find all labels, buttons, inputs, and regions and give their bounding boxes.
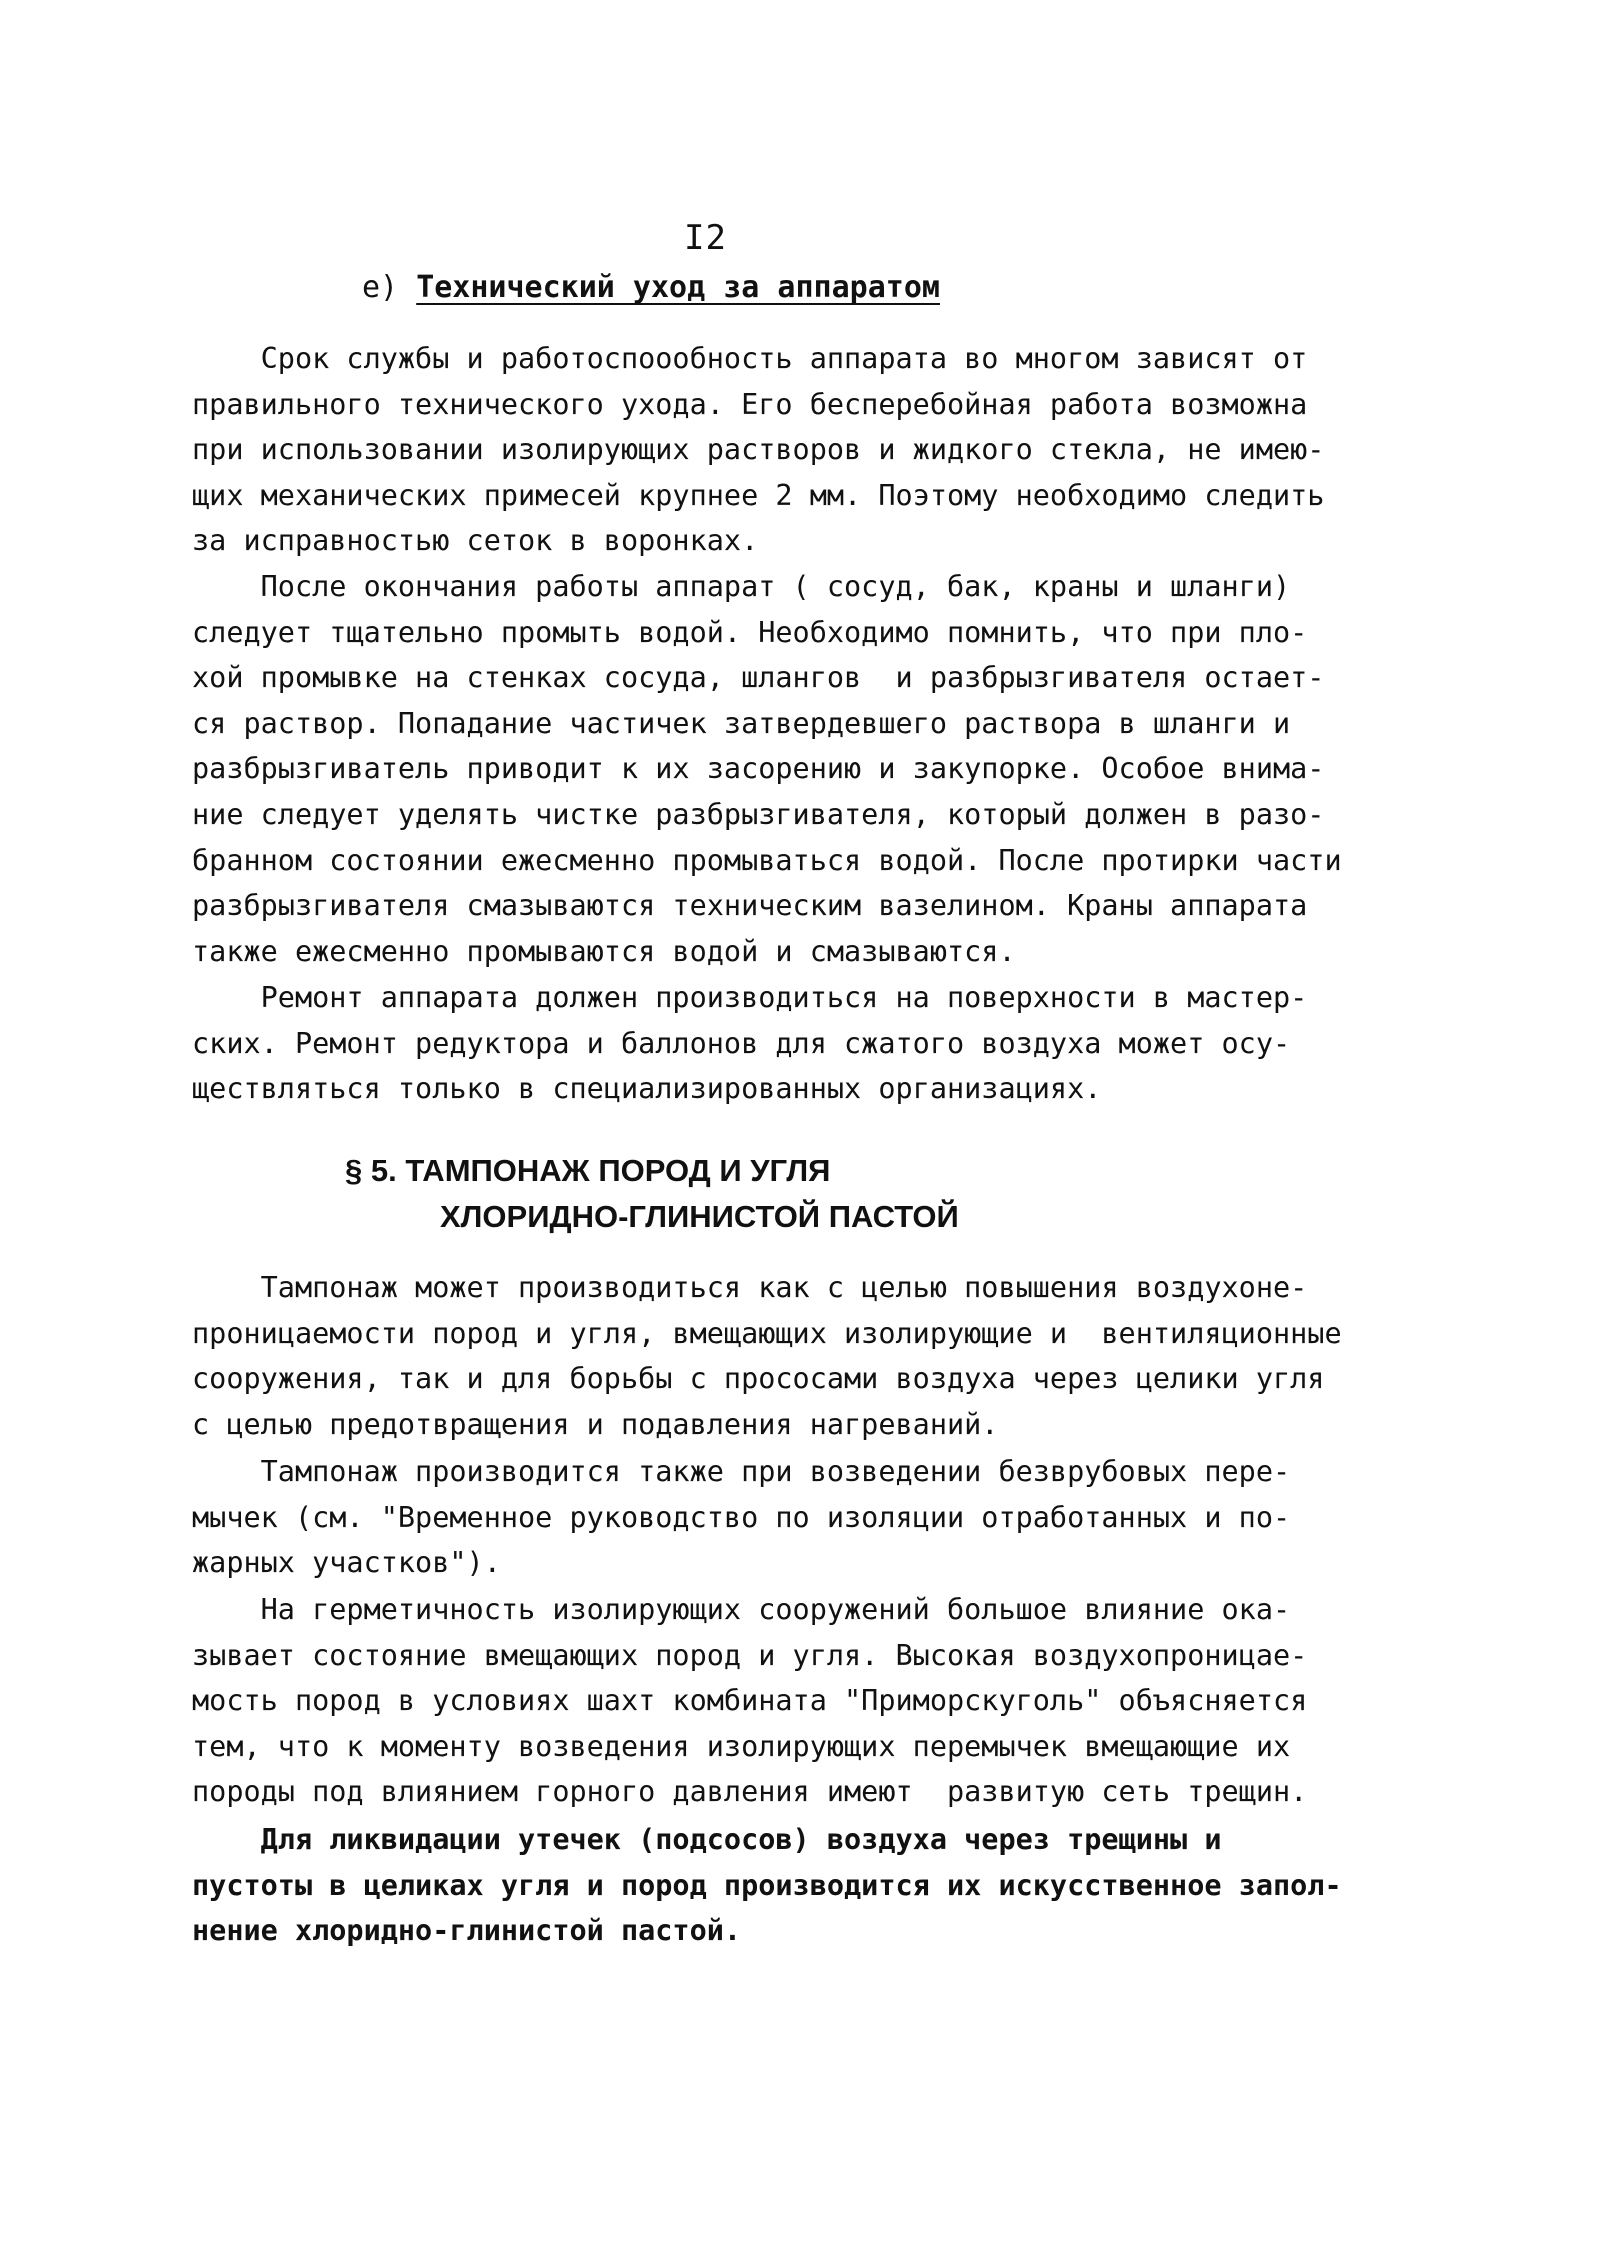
text-line: ся раствор. Попадание частичек затвердевшего раствора в шланги и: [192, 706, 1291, 740]
text-line: проницаемости пород и угля, вмещающих изолирующие и вентиляционные: [192, 1316, 1342, 1350]
paragraph-cleaning: [192, 564, 1342, 974]
paragraph-airtightness: [192, 1587, 1307, 1815]
text-line: разбрызгиватель приводит к их засорению и закупорке. Особое внима-: [192, 752, 1325, 786]
text-line: с целью предотвращения и подавления нагреваний.: [192, 1407, 999, 1441]
text-line: следует тщательно промыть водой. Необходимо помнить, что при пло-: [192, 615, 1308, 649]
paragraph-grouting-purpose: [192, 1265, 1342, 1447]
text-line: также ежесменно промываются водой и смазываются.: [192, 934, 1016, 968]
text-line: разбрызгивателя смазываются техническим вазелином. Краны аппарата: [192, 889, 1308, 923]
text-line: зывает состояние вмещающих пород и угля. Высокая воздухопроницае-: [192, 1638, 1308, 1672]
text-line: После окончания работы аппарат ( сосуд, бак, краны и шланги): [192, 570, 1291, 603]
text-line: нение хлоридно-глинистой пастой.: [192, 1914, 742, 1948]
text-line: породы под влиянием горного давления имеют развитую сеть трещин.: [192, 1775, 1308, 1809]
paragraph-service-life: [192, 336, 1324, 564]
page-number: I2: [684, 218, 727, 258]
text-line: за исправностью сеток в воронках.: [192, 524, 759, 558]
section-heading: [345, 1148, 959, 1240]
text-line: пустоты в целиках угля и пород производится их искусственное запол-: [192, 1868, 1342, 1902]
text-line: жарных участков").: [192, 1546, 501, 1580]
text-line: Тампонаж производится также при возведении безврубовых пере-: [192, 1455, 1291, 1488]
text-line: правильного технического ухода. Его бесперебойная работа возможна: [192, 387, 1308, 421]
subsection-heading: [362, 268, 940, 308]
text-line: мычек (см. "Временное руководство по изоляции отработанных и по-: [192, 1500, 1291, 1534]
text-line: тем, что к моменту возведения изолирующих перемычек вмещающие их: [192, 1729, 1291, 1763]
paragraph-grouting-bulkheads: [192, 1449, 1290, 1586]
text-line: ние следует уделять чистке разбрызгивателя, который должен в разо-: [192, 797, 1325, 831]
text-line: сооружения, так и для борьбы с прососами воздуха через целики угля: [192, 1362, 1325, 1396]
subsection-marker: е): [362, 270, 399, 305]
subsection-title: Технический уход за аппаратом: [416, 270, 940, 305]
text-line: Для ликвидации утечек (подсосов) воздуха через трещины и: [192, 1823, 1222, 1856]
paragraph-repair: [192, 975, 1307, 1112]
text-line: бранном состоянии ежесменно промываться водой. После протирки части: [192, 843, 1342, 877]
section-heading-line1: § 5. ТАМПОНАЖ ПОРОД И УГЛЯ: [345, 1153, 831, 1188]
text-line: щих механических примесей крупнее 2 мм. Поэтому необходимо следить: [192, 478, 1325, 512]
text-line: мость пород в условиях шахт комбината "Приморскуголь" объясняется: [192, 1684, 1308, 1718]
text-line: ских. Ремонт редуктора и баллонов для сжатого воздуха может осу-: [192, 1026, 1291, 1060]
section-heading-line2: ХЛОРИДНО-ГЛИНИСТОЙ ПАСТОЙ: [440, 1199, 959, 1234]
text-line: Срок службы и работоспоообность аппарата во многом зависят от: [192, 342, 1308, 375]
text-line: На герметичность изолирующих сооружений большое влияние ока-: [192, 1593, 1291, 1626]
text-line: Тампонаж может производиться как с целью повышения воздухоне-: [192, 1271, 1308, 1304]
text-line: хой промывке на стенках сосуда, шлангов и разбрызгивателя остает-: [192, 661, 1325, 695]
text-line: ществляться только в специализированных организациях.: [192, 1072, 1102, 1106]
paragraph-leak-elimination: [192, 1817, 1342, 1954]
text-line: Ремонт аппарата должен производиться на поверхности в мастер-: [192, 981, 1308, 1014]
text-line: при использовании изолирующих растворов и жидкого стекла, не имею-: [192, 433, 1325, 467]
